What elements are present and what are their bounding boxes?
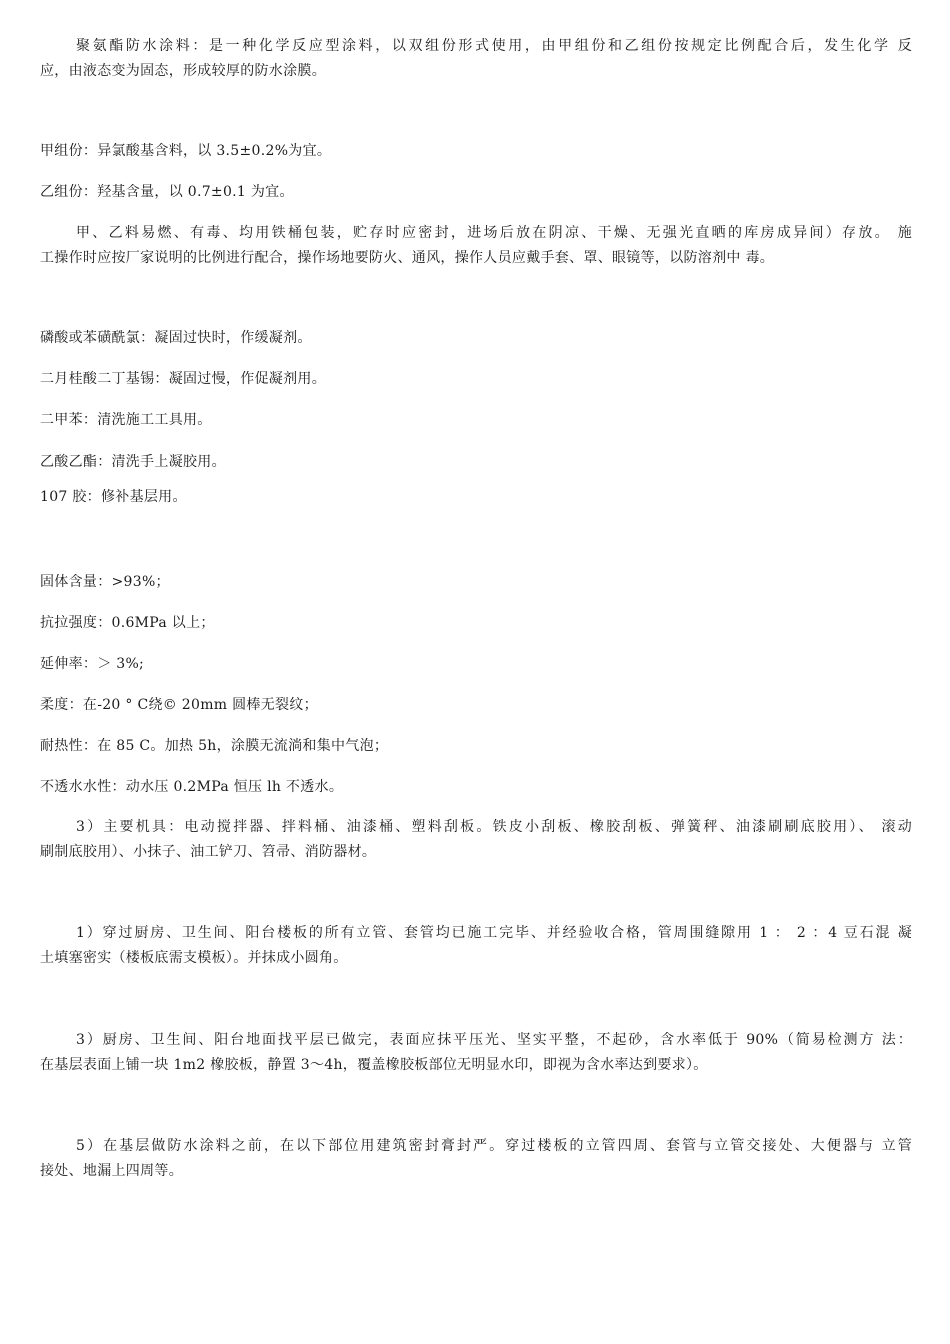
paragraph-line: 在基层表面上铺一块 1m2 橡胶板，静置 3〜4h，覆盖橡胶板部位无明显水印，即视为含水率达到要求）。 (40, 1057, 708, 1073)
paragraph-line: 甲、乙料易燃、有毒、均用铁桶包装，贮存时应密封，进场后放在阴凉、干燥、无强光直晒的库房成异间）存放。 施 (76, 225, 912, 241)
paragraph-elongation: 延伸率：＞ 3%; (40, 656, 145, 672)
paragraph-tensile-strength: 抗拉强度：0.6MPa 以上； (40, 615, 215, 631)
heading-auxiliary-materials (40, 286, 912, 311)
paragraph-line: 应，由液态变为固态，形成较厚的防水涂膜。 (40, 63, 326, 79)
paragraph-xylene: 二甲苯：清洗施工工具用。 (40, 412, 212, 428)
paragraph-line: 土填塞密实（楼板底需支模板）。并抹成小圆角。 (40, 950, 348, 966)
paragraph-line: 聚氨酯防水涂料：是一种化学反应型涂料，以双组份形式使用，由甲组份和乙组份按规定比例配合后，发生化学 反 (76, 38, 912, 54)
paragraph-107-glue: 107 胶：修补基层用。 (40, 489, 187, 505)
heading-technical-requirements (40, 526, 912, 551)
paragraph-line: 工操作时应按厂家说明的比例进行配合，操作场地要防火、通风，操作人员应戴手套、罩、眼镜等，以防溶剂中 毒。 (40, 250, 775, 266)
heading-main-materials (40, 95, 912, 120)
document-page (40, 0, 912, 1344)
paragraph-fire-safety (40, 1235, 912, 1260)
paragraph-retarder: 磷酸或苯磺酰氯：凝固过快时，作缓凝剂。 (40, 330, 312, 346)
paragraph-line: 5）在基层做防水涂料之前，在以下部位用建筑密封膏封严。穿过楼板的立管四周、套管与立管交接处、大便器与 立管 (76, 1138, 912, 1154)
paragraph-storage-safety (40, 221, 912, 271)
heading-work-conditions (40, 878, 912, 903)
paragraph-polyurethane-intro (40, 34, 912, 84)
paragraph-line: 接处、地漏上四周等。 (40, 1163, 183, 1179)
paragraph-no-ponding (40, 1094, 912, 1119)
paragraph-leveling-layer (40, 1028, 912, 1078)
paragraph-component-a: 甲组份：异氯酸基含料，以 3.5±0.2%为宜。 (40, 143, 332, 159)
paragraph-line: 1）穿过厨房、卫生间、阳台楼板的所有立管、套管均已施工完毕、并经验收合格，管周围缝隙用 1 ： 2 ：4 豆石混 凝 (76, 925, 912, 941)
paragraph-flexibility: 柔度：在-20 ° C绕© 20mm 圆棒无裂纹； (40, 697, 318, 713)
paragraph-line: 3）主要机具：电动搅拌器、拌料桶、油漆桶、塑料刮板。铁皮小刮板、橡胶刮板、弹簧秤、油漆刷刷底胶用）、 滚动 (76, 819, 912, 835)
paragraph-ethyl-acetate: 乙酸乙酯：清洗手上凝胶用。 (40, 454, 226, 470)
paragraph-line: 刷制底胶用）、小抹子、油工铲刀、笤帚、消防器材。 (40, 844, 377, 860)
paragraph-sealant-locations (40, 1134, 912, 1184)
paragraph-solid-content: 固体含量：>93%； (40, 574, 170, 590)
paragraph-impermeability: 不透水水性：动水压 0.2MPa 恒压 lh 不透水。 (40, 779, 344, 795)
paragraph-cushion-layer (40, 987, 912, 1012)
paragraph-pipe-sealing (40, 921, 912, 971)
paragraph-line: 3）厨房、卫生间、阳台地面找平层已做完，表面应抹平压光、坚实平整，不起砂，含水率低于 90%（简易检测方 法： (76, 1032, 912, 1048)
paragraph-main-tools (40, 815, 912, 865)
paragraph-lighting-ventilation (40, 1202, 912, 1227)
paragraph-heat-resistance: 耐热性：在 85 C。加热 5h，涂膜无流淌和集中气泡； (40, 738, 389, 754)
paragraph-component-b: 乙组份：羟基含量，以 0.7±0.1 为宜。 (40, 184, 294, 200)
paragraph-accelerator: 二月桂酸二丁基锡：凝固过慢，作促凝剂用。 (40, 371, 326, 387)
